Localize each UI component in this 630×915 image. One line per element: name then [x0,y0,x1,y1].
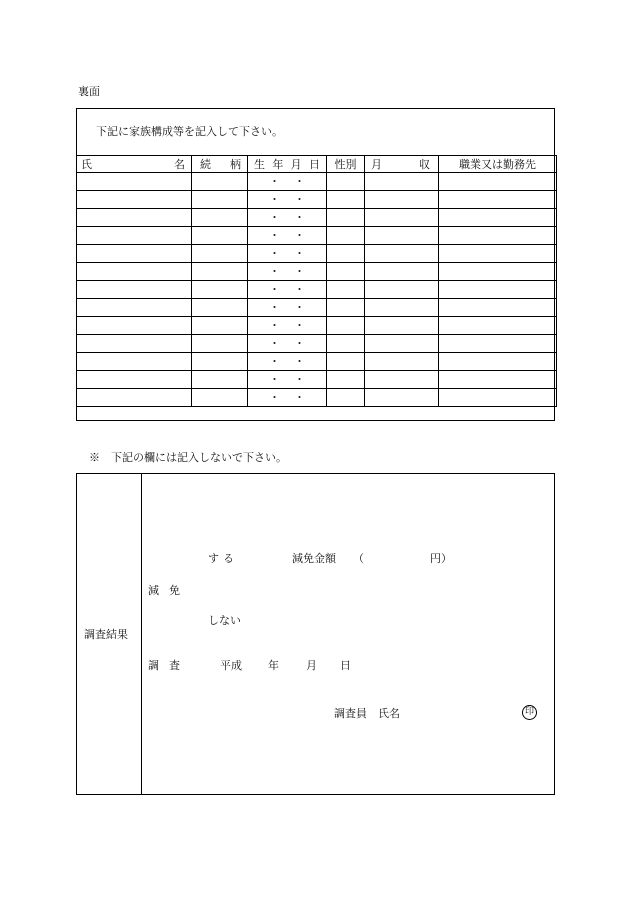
header-occupation: 職業又は勤務先 [439,156,557,173]
cell-birthdate[interactable] [248,263,327,281]
cell-gender[interactable] [327,209,365,227]
cell-birthdate[interactable] [248,245,327,263]
cell-name[interactable] [77,299,192,317]
cell-income[interactable] [365,317,439,335]
cell-name[interactable] [77,209,192,227]
date-separator: ・ [269,337,280,350]
table-row [77,173,557,191]
cell-occupation[interactable] [439,191,557,209]
cell-occupation[interactable] [439,227,557,245]
cell-relation[interactable] [192,353,248,371]
cell-name[interactable] [77,353,192,371]
cell-birthdate[interactable] [248,317,327,335]
cell-relation[interactable] [192,227,248,245]
year-unit: 年 [268,659,279,672]
cell-income[interactable] [365,227,439,245]
cell-name[interactable] [77,191,192,209]
date-separator: ・ [294,283,305,296]
table-row [77,227,557,245]
cell-name[interactable] [77,335,192,353]
cell-gender[interactable] [327,317,365,335]
cell-gender[interactable] [327,263,365,281]
inspector-name-label: 調査員 氏名 [334,707,400,720]
cell-name[interactable] [77,281,192,299]
month-unit: 月 [306,659,317,672]
cell-relation[interactable] [192,191,248,209]
cell-income[interactable] [365,389,439,407]
cell-income[interactable] [365,173,439,191]
cell-occupation[interactable] [439,209,557,227]
header-gender: 性別 [327,156,365,173]
date-separator: ・ [269,391,280,404]
cell-birthdate[interactable] [248,227,327,245]
amount-yen-unit: 円） [430,552,452,565]
cell-relation[interactable] [192,335,248,353]
page-title: 裏面 [78,85,100,98]
date-separator: ・ [269,175,280,188]
table-row [77,263,557,281]
cell-income[interactable] [365,371,439,389]
cell-gender[interactable] [327,245,365,263]
cell-name[interactable] [77,371,192,389]
table-row [77,299,557,317]
cell-income[interactable] [365,245,439,263]
date-separator: ・ [269,247,280,260]
date-separator: ・ [294,355,305,368]
cell-name[interactable] [77,227,192,245]
cell-income[interactable] [365,299,439,317]
date-separator: ・ [269,229,280,242]
cell-income[interactable] [365,191,439,209]
cell-gender[interactable] [327,335,365,353]
cell-name[interactable] [77,173,192,191]
cell-occupation[interactable] [439,353,557,371]
cell-income[interactable] [365,263,439,281]
cell-income[interactable] [365,335,439,353]
table-row [77,245,557,263]
table-row [77,317,557,335]
cell-relation[interactable] [192,263,248,281]
cell-income[interactable] [365,353,439,371]
date-separator: ・ [269,283,280,296]
cell-gender[interactable] [327,389,365,407]
amount-open-paren: （ [353,552,364,565]
cell-birthdate[interactable] [248,191,327,209]
family-table [76,155,557,407]
table-row [77,389,557,407]
cell-occupation[interactable] [439,245,557,263]
table-row [77,191,557,209]
cell-income[interactable] [365,281,439,299]
date-separator: ・ [294,301,305,314]
cell-birthdate[interactable] [248,371,327,389]
cell-relation[interactable] [192,317,248,335]
date-separator: ・ [294,265,305,278]
date-separator: ・ [269,265,280,278]
cell-occupation[interactable] [439,335,557,353]
header-name: 氏 名 [77,156,192,173]
date-separator: ・ [294,373,305,386]
date-separator: ・ [294,391,305,404]
cell-occupation[interactable] [439,371,557,389]
survey-section [76,473,555,795]
date-separator: ・ [294,319,305,332]
day-unit: 日 [340,659,351,672]
header-birthdate: 生 年 月 日 [248,156,327,173]
date-separator: ・ [294,211,305,224]
cell-birthdate[interactable] [248,209,327,227]
era-label: 平成 [220,659,242,672]
cell-gender[interactable] [327,173,365,191]
cell-occupation[interactable] [439,389,557,407]
cell-income[interactable] [365,209,439,227]
reduction-amount-label: 減免金額 [292,552,336,565]
date-separator: ・ [269,211,280,224]
date-separator: ・ [269,355,280,368]
cell-relation[interactable] [192,299,248,317]
cell-occupation[interactable] [439,281,557,299]
reduce-yes-option: する [208,552,238,565]
cell-birthdate[interactable] [248,173,327,191]
table-row [77,335,557,353]
date-separator: ・ [294,229,305,242]
cell-gender[interactable] [327,191,365,209]
table-row [77,281,557,299]
cell-relation[interactable] [192,389,248,407]
cell-occupation[interactable] [439,317,557,335]
cell-birthdate[interactable] [248,299,327,317]
cell-name[interactable] [77,389,192,407]
reduce-no-option: しない [208,614,241,627]
survey-date-label: 調査 [148,659,190,672]
cell-gender[interactable] [327,227,365,245]
date-separator: ・ [294,337,305,350]
family-instruction: 下記に家族構成等を記入して下さい。 [96,125,283,138]
office-use-note: ※ 下記の欄には記入しないで下さい。 [89,451,287,464]
survey-result-label: 調査結果 [84,628,128,641]
cell-birthdate[interactable] [248,353,327,371]
cell-relation[interactable] [192,281,248,299]
date-separator: ・ [269,193,280,206]
cell-occupation[interactable] [439,173,557,191]
date-separator: ・ [294,193,305,206]
cell-birthdate[interactable] [248,335,327,353]
seal-icon: 印 [522,705,537,720]
cell-name[interactable] [77,245,192,263]
cell-gender[interactable] [327,353,365,371]
cell-birthdate[interactable] [248,389,327,407]
table-row [77,209,557,227]
cell-relation[interactable] [192,371,248,389]
table-header-row [77,156,557,173]
cell-relation[interactable] [192,209,248,227]
date-separator: ・ [269,373,280,386]
cell-relation[interactable] [192,245,248,263]
cell-name[interactable] [77,263,192,281]
table-row [77,371,557,389]
header-income: 月 収 [365,156,439,173]
cell-occupation[interactable] [439,299,557,317]
cell-birthdate[interactable] [248,281,327,299]
cell-gender[interactable] [327,281,365,299]
cell-gender[interactable] [327,371,365,389]
survey-divider [141,473,142,795]
date-separator: ・ [269,301,280,314]
date-separator: ・ [294,175,305,188]
date-separator: ・ [269,319,280,332]
date-separator: ・ [294,247,305,260]
table-row [77,353,557,371]
cell-gender[interactable] [327,299,365,317]
cell-occupation[interactable] [439,263,557,281]
header-relation: 続 柄 [192,156,248,173]
reduction-label: 減免 [148,584,190,597]
cell-relation[interactable] [192,173,248,191]
cell-name[interactable] [77,317,192,335]
